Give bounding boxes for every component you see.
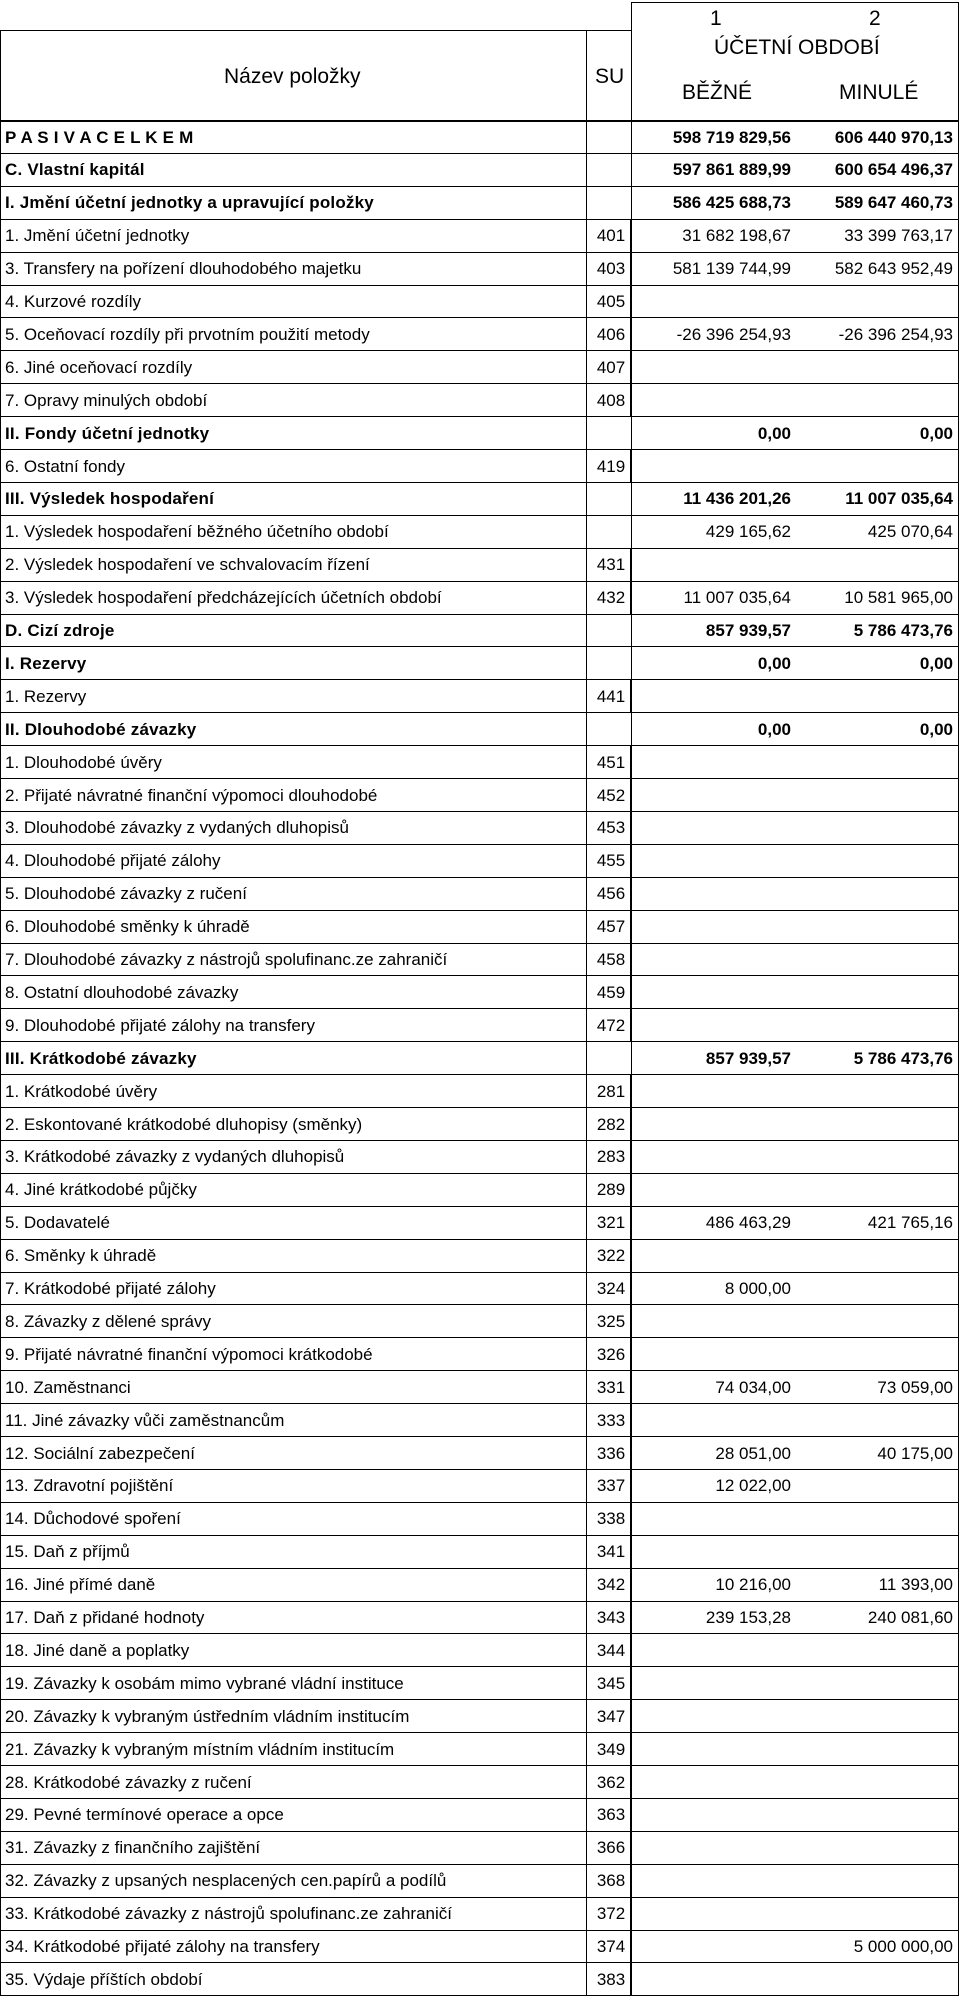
current-period-value — [638, 1733, 793, 1766]
su-code — [591, 154, 631, 187]
current-period-value — [638, 1503, 793, 1536]
item-name: II. Dlouhodobé závazky — [5, 719, 197, 739]
su-code: 406 — [596, 324, 626, 344]
current-period-value: 0,00 — [757, 719, 791, 739]
table-row — [0, 615, 960, 648]
su-code: 456 — [596, 884, 626, 904]
item-name: 5. Dlouhodobé závazky z ručení — [5, 884, 247, 904]
previous-period-value: 40 175,00 — [877, 1443, 953, 1463]
item-name: 9. Dlouhodobé přijaté zálohy na transfery — [5, 1015, 315, 1035]
table-row — [0, 549, 960, 582]
current-period-value — [638, 1865, 793, 1898]
current-period-value — [638, 1338, 793, 1371]
su-code: 333 — [596, 1410, 626, 1430]
item-name: 10. Zaměstnanci — [5, 1377, 131, 1397]
current-period-value: 31 682 198,67 — [682, 226, 791, 246]
item-name: 17. Daň z přidané hodnoty — [5, 1608, 205, 1627]
item-name: 31. Závazky z finančního zajištění — [5, 1838, 261, 1858]
item-name: 28. Krátkodobé závazky z ručení — [5, 1772, 252, 1792]
table-row — [0, 845, 960, 878]
table-row — [0, 516, 960, 549]
current-period-value — [638, 779, 793, 812]
previous-period-value — [800, 779, 955, 812]
current-period-value — [638, 1174, 793, 1207]
current-period-value: 239 153,28 — [705, 1608, 791, 1627]
su-code: 337 — [596, 1476, 626, 1496]
previous-period-value — [800, 1733, 955, 1766]
su-code — [591, 187, 631, 220]
table-row — [0, 154, 960, 187]
su-code — [591, 647, 631, 680]
su-code — [591, 483, 631, 516]
current-period-value — [638, 549, 793, 582]
table-row — [0, 286, 960, 319]
previous-period-value — [800, 450, 955, 483]
previous-period-value — [800, 1963, 955, 1996]
su-code: 383 — [596, 1969, 626, 1989]
previous-period-value — [800, 286, 955, 319]
su-code: 338 — [596, 1509, 626, 1529]
previous-period-value — [800, 1305, 955, 1338]
previous-period-value — [800, 1108, 955, 1141]
column-number-1: 1 — [710, 7, 722, 30]
table-row — [0, 976, 960, 1009]
table-row — [0, 1141, 960, 1174]
table-row — [0, 1108, 960, 1141]
current-period-value: 581 139 744,99 — [672, 259, 791, 279]
su-code: 451 — [596, 752, 626, 772]
table-row — [0, 1931, 960, 1964]
item-name: 12. Sociální zabezpečení — [5, 1443, 195, 1463]
su-code: 289 — [596, 1180, 626, 1200]
current-period-value: 429 165,62 — [705, 522, 791, 542]
su-code: 349 — [596, 1739, 626, 1759]
table-row — [0, 713, 960, 746]
item-name: II. Fondy účetní jednotky — [5, 423, 210, 443]
table-row — [0, 1174, 960, 1207]
current-period-value — [638, 1536, 793, 1569]
current-period-value — [638, 384, 793, 417]
su-code: 372 — [596, 1904, 626, 1924]
current-period-value: 0,00 — [757, 423, 791, 443]
item-name: 16. Jiné přímé daně — [5, 1575, 156, 1595]
item-name: D. Cizí zdroje — [5, 621, 115, 640]
current-period-value — [638, 976, 793, 1009]
previous-period-value — [800, 384, 955, 417]
table-row — [0, 1602, 960, 1635]
su-code: 457 — [596, 917, 626, 937]
previous-period-value: 589 647 460,73 — [834, 193, 953, 213]
current-period-value — [638, 812, 793, 845]
current-period-value: 10 216,00 — [715, 1575, 791, 1595]
su-code: 408 — [596, 390, 626, 410]
header-previous-period: MINULÉ — [839, 81, 919, 104]
table-row — [0, 1799, 960, 1832]
table-row — [0, 1865, 960, 1898]
previous-period-value: 5 000 000,00 — [853, 1937, 953, 1956]
table-row — [0, 450, 960, 483]
item-name: 1. Jmění účetní jednotky — [5, 226, 190, 246]
table-row — [0, 911, 960, 944]
current-period-value — [638, 944, 793, 977]
current-period-value: 586 425 688,73 — [672, 193, 791, 213]
previous-period-value — [800, 1075, 955, 1108]
current-period-value: 857 939,57 — [705, 621, 791, 640]
table-row — [0, 746, 960, 779]
previous-period-value — [800, 1536, 955, 1569]
previous-period-value: 10 581 965,00 — [844, 588, 953, 608]
su-code: 407 — [596, 357, 626, 377]
su-code — [591, 615, 631, 648]
previous-period-value — [800, 746, 955, 779]
current-period-value — [638, 351, 793, 384]
item-name: 4. Jiné krátkodobé půjčky — [5, 1180, 197, 1200]
table-row — [0, 1503, 960, 1536]
table-row — [0, 1437, 960, 1470]
item-name: 4. Dlouhodobé přijaté zálohy — [5, 851, 221, 871]
current-period-value: 486 463,29 — [705, 1213, 791, 1233]
current-period-value — [638, 1141, 793, 1174]
previous-period-value — [800, 1766, 955, 1799]
item-name: 8. Závazky z dělené správy — [5, 1311, 211, 1331]
table-row — [0, 1470, 960, 1503]
item-name: 7. Opravy minulých období — [5, 390, 208, 410]
su-code — [591, 417, 631, 450]
su-code: 368 — [596, 1871, 626, 1891]
table-row — [0, 318, 960, 351]
item-name: 8. Ostatní dlouhodobé závazky — [5, 982, 239, 1002]
item-name: P A S I V A C E L K E M — [5, 127, 194, 147]
previous-period-value — [800, 845, 955, 878]
current-period-value: -26 396 254,93 — [676, 324, 791, 344]
item-name: 6. Ostatní fondy — [5, 456, 126, 476]
su-code: 362 — [596, 1772, 626, 1792]
item-name: 2. Přijaté návratné finanční výpomoci dlouhodobé — [5, 785, 378, 805]
su-code: 441 — [596, 686, 626, 706]
current-period-value — [638, 845, 793, 878]
current-period-value — [638, 1634, 793, 1667]
previous-period-value: 421 765,16 — [867, 1213, 953, 1233]
previous-period-value — [800, 944, 955, 977]
item-name: 35. Výdaje příštích období — [5, 1969, 203, 1989]
table-row — [0, 779, 960, 812]
su-code: 472 — [596, 1015, 626, 1035]
su-code: 283 — [596, 1147, 626, 1167]
current-period-value: 12 022,00 — [715, 1476, 791, 1496]
header-su: SU — [595, 65, 625, 88]
previous-period-value — [800, 976, 955, 1009]
previous-period-value: 240 081,60 — [867, 1608, 953, 1627]
table-row — [0, 1042, 960, 1075]
item-name: 3. Krátkodobé závazky z vydaných dluhopisů — [5, 1147, 345, 1167]
item-name: 7. Krátkodobé přijaté zálohy — [5, 1279, 216, 1298]
item-name: 6. Jiné oceňovací rozdíly — [5, 357, 193, 377]
table-row — [0, 384, 960, 417]
su-code: 345 — [596, 1673, 626, 1693]
table-row — [0, 1305, 960, 1338]
previous-period-value: 0,00 — [919, 423, 953, 443]
item-name: 9. Přijaté návratné finanční výpomoci krátkodobé — [5, 1344, 373, 1364]
previous-period-value — [800, 1174, 955, 1207]
table-row — [0, 417, 960, 450]
previous-period-value: 0,00 — [919, 719, 953, 739]
su-code — [591, 713, 631, 746]
current-period-value: 74 034,00 — [715, 1377, 791, 1397]
table-row — [0, 483, 960, 516]
header-current-period: BĚŽNÉ — [682, 81, 753, 104]
item-name: 2. Výsledek hospodaření ve schvalovacím řízení — [5, 555, 370, 575]
su-code: 336 — [596, 1443, 626, 1463]
table-row — [0, 582, 960, 615]
current-period-value — [638, 1832, 793, 1865]
previous-period-value: 33 399 763,17 — [844, 226, 953, 246]
current-period-value: 8 000,00 — [724, 1279, 791, 1298]
item-name: III. Výsledek hospodaření — [5, 489, 215, 509]
su-code: 452 — [596, 785, 626, 805]
item-name: 4. Kurzové rozdíly — [5, 292, 142, 311]
previous-period-value: 11 393,00 — [878, 1575, 953, 1595]
table-row — [0, 1963, 960, 1996]
current-period-value — [638, 1075, 793, 1108]
previous-period-value — [800, 351, 955, 384]
current-period-value — [638, 1240, 793, 1273]
current-period-value — [638, 1931, 793, 1964]
previous-period-value: -26 396 254,93 — [838, 324, 953, 344]
item-name: 3. Dlouhodobé závazky z vydaných dluhopisů — [5, 818, 349, 838]
su-code: 282 — [596, 1114, 626, 1134]
column-number-2: 2 — [869, 7, 881, 30]
current-period-value: 597 861 889,99 — [672, 160, 791, 180]
previous-period-value: 0,00 — [919, 653, 953, 673]
su-code: 455 — [596, 851, 626, 871]
su-code: 322 — [596, 1246, 626, 1266]
item-name: 29. Pevné termínové operace a opce — [5, 1805, 284, 1825]
previous-period-value: 73 059,00 — [877, 1377, 953, 1397]
su-code: 401 — [596, 226, 626, 246]
su-code: 419 — [596, 456, 626, 476]
current-period-value — [638, 1667, 793, 1700]
current-period-value — [638, 911, 793, 944]
su-code — [591, 516, 631, 549]
table-row — [0, 812, 960, 845]
table-row — [0, 1733, 960, 1766]
table-row — [0, 1832, 960, 1865]
previous-period-value — [800, 1338, 955, 1371]
current-period-value — [638, 1108, 793, 1141]
item-name: 21. Závazky k vybraným místním vládním institucím — [5, 1739, 395, 1759]
su-code: 341 — [596, 1542, 626, 1562]
su-code — [591, 1042, 631, 1075]
previous-period-value — [800, 911, 955, 944]
current-period-value: 598 719 829,56 — [672, 127, 791, 147]
previous-period-value — [800, 1470, 955, 1503]
current-period-value — [638, 878, 793, 911]
previous-period-value — [800, 1898, 955, 1931]
su-code: 343 — [596, 1608, 626, 1627]
item-name: 1. Krátkodobé úvěry — [5, 1081, 158, 1101]
item-name: III. Krátkodobé závazky — [5, 1048, 197, 1068]
item-name: 2. Eskontované krátkodobé dluhopisy (směnky) — [5, 1114, 363, 1134]
previous-period-value — [800, 812, 955, 845]
item-name: 7. Dlouhodobé závazky z nástrojů spolufinanc.ze zahraničí — [5, 950, 448, 969]
su-code: 431 — [596, 555, 626, 575]
table-row — [0, 220, 960, 253]
table-row — [0, 1338, 960, 1371]
su-code: 331 — [596, 1377, 626, 1397]
table-row — [0, 1240, 960, 1273]
current-period-value — [638, 1404, 793, 1437]
item-name: I. Jmění účetní jednotky a upravující položky — [5, 193, 374, 213]
table-row — [0, 1075, 960, 1108]
su-code: 325 — [596, 1311, 626, 1331]
item-name: 1. Výsledek hospodaření běžného účetního období — [5, 522, 389, 542]
previous-period-value — [800, 1240, 955, 1273]
table-row — [0, 1404, 960, 1437]
table-row — [0, 1766, 960, 1799]
current-period-value: 11 007 035,64 — [683, 588, 791, 608]
item-name: 18. Jiné daně a poplatky — [5, 1640, 190, 1660]
su-code: 366 — [596, 1838, 626, 1858]
table-row — [0, 187, 960, 220]
table-row — [0, 1273, 960, 1306]
previous-period-value — [800, 1700, 955, 1733]
item-name: 15. Daň z příjmů — [5, 1542, 130, 1562]
su-code: 347 — [596, 1706, 626, 1726]
su-code: 458 — [596, 950, 626, 969]
table-row — [0, 878, 960, 911]
current-period-value — [638, 1766, 793, 1799]
su-code: 281 — [596, 1081, 626, 1101]
previous-period-value: 600 654 496,37 — [834, 160, 953, 180]
current-period-value — [638, 1305, 793, 1338]
previous-period-value — [800, 1141, 955, 1174]
table-row — [0, 351, 960, 384]
su-code: 324 — [596, 1279, 626, 1298]
previous-period-value — [800, 878, 955, 911]
previous-period-value — [800, 1667, 955, 1700]
item-name: C. Vlastní kapitál — [5, 160, 145, 180]
su-code: 459 — [596, 982, 626, 1002]
item-name: 14. Důchodové spoření — [5, 1509, 181, 1529]
su-code: 374 — [596, 1937, 626, 1956]
previous-period-value: 582 643 952,49 — [834, 259, 953, 279]
table-row — [0, 1371, 960, 1404]
previous-period-value — [800, 1799, 955, 1832]
previous-period-value: 5 786 473,76 — [853, 621, 953, 640]
previous-period-value — [800, 1273, 955, 1306]
current-period-value — [638, 1700, 793, 1733]
su-code: 321 — [596, 1213, 626, 1233]
item-name: I. Rezervy — [5, 653, 87, 673]
table-row — [0, 1667, 960, 1700]
su-code: 453 — [596, 818, 626, 838]
su-code: 326 — [596, 1344, 626, 1364]
current-period-value: 11 436 201,26 — [683, 489, 791, 509]
previous-period-value: 606 440 970,13 — [834, 127, 953, 147]
item-name: 34. Krátkodobé přijaté zálohy na transfery — [5, 1937, 320, 1956]
item-name: 19. Závazky k osobám mimo vybrané vládní instituce — [5, 1673, 404, 1693]
table-row — [0, 1700, 960, 1733]
current-period-value — [638, 450, 793, 483]
item-name: 1. Rezervy — [5, 686, 87, 706]
table-row — [0, 1634, 960, 1667]
current-period-value — [638, 1898, 793, 1931]
previous-period-value — [800, 1404, 955, 1437]
table-row — [0, 1207, 960, 1240]
current-period-value — [638, 680, 793, 713]
table-row — [0, 121, 960, 154]
previous-period-value: 425 070,64 — [867, 522, 953, 542]
table-row — [0, 1536, 960, 1569]
su-code: 403 — [596, 259, 626, 279]
current-period-value — [638, 1009, 793, 1042]
su-code: 344 — [596, 1640, 626, 1660]
item-name: 11. Jiné závazky vůči zaměstnancům — [5, 1410, 285, 1430]
header-item-name: Název položky — [224, 65, 361, 88]
su-code — [591, 121, 631, 154]
su-code: 432 — [596, 588, 626, 608]
previous-period-value: 11 007 035,64 — [845, 489, 953, 509]
item-name: 20. Závazky k vybraným ústředním vládním institucím — [5, 1706, 410, 1726]
previous-period-value — [800, 1832, 955, 1865]
current-period-value — [638, 746, 793, 779]
item-name: 6. Směnky k úhradě — [5, 1246, 157, 1266]
table-row — [0, 680, 960, 713]
item-name: 3. Výsledek hospodaření předcházejících účetních období — [5, 588, 442, 608]
table-row — [0, 253, 960, 286]
current-period-value — [638, 1799, 793, 1832]
header-accounting-period: ÚČETNÍ OBDOBÍ — [714, 36, 880, 59]
item-name: 13. Zdravotní pojištění — [5, 1476, 174, 1496]
item-name: 5. Oceňovací rozdíly při prvotním použití metody — [5, 324, 370, 344]
previous-period-value — [800, 1503, 955, 1536]
item-name: 1. Dlouhodobé úvěry — [5, 752, 162, 772]
previous-period-value: 5 786 473,76 — [853, 1048, 953, 1068]
item-name: 3. Transfery na pořízení dlouhodobého majetku — [5, 259, 362, 279]
current-period-value — [638, 286, 793, 319]
item-name: 6. Dlouhodobé směnky k úhradě — [5, 917, 250, 937]
table-row — [0, 1569, 960, 1602]
current-period-value: 857 939,57 — [705, 1048, 791, 1068]
item-name: 33. Krátkodobé závazky z nástrojů spolufinanc.ze zahraničí — [5, 1904, 452, 1924]
previous-period-value — [800, 1009, 955, 1042]
table-row — [0, 944, 960, 977]
item-name: 5. Dodavatelé — [5, 1213, 110, 1233]
item-name: 32. Závazky z upsaných nesplacených cen.papírů a podílů — [5, 1871, 447, 1891]
previous-period-value — [800, 680, 955, 713]
previous-period-value — [800, 549, 955, 582]
su-code: 405 — [596, 292, 626, 311]
previous-period-value — [800, 1865, 955, 1898]
table-row — [0, 1898, 960, 1931]
current-period-value: 28 051,00 — [715, 1443, 791, 1463]
current-period-value: 0,00 — [757, 653, 791, 673]
su-code: 363 — [596, 1805, 626, 1825]
table-row — [0, 647, 960, 680]
current-period-value — [638, 1963, 793, 1996]
table-row — [0, 1009, 960, 1042]
su-code: 342 — [596, 1575, 626, 1595]
previous-period-value — [800, 1634, 955, 1667]
